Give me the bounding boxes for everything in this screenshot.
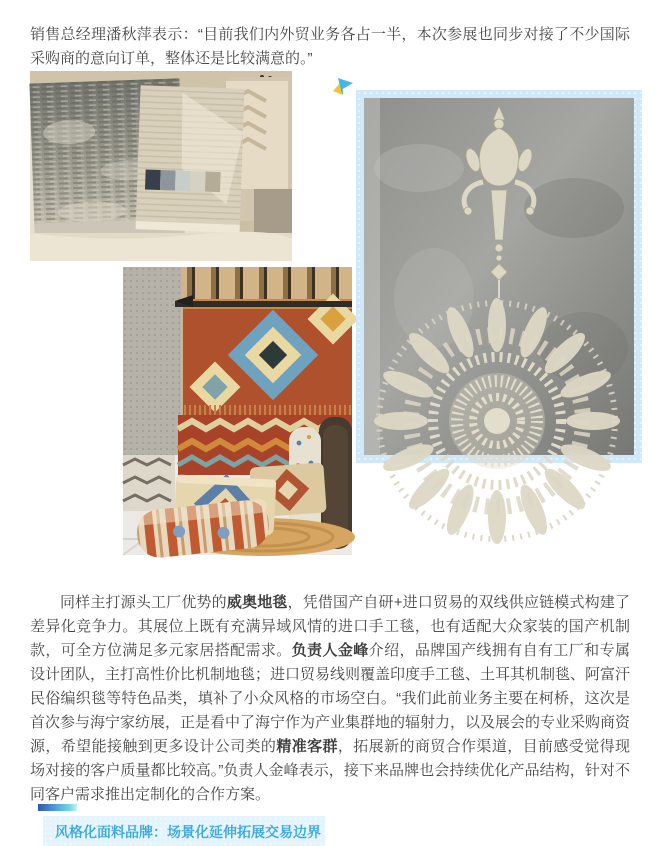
body-text: 同样主打源头工厂优势的 [60,594,227,611]
ethnic-rugs-photo[interactable] [123,267,352,555]
section-heading-text: 风格化面料品牌：场景化延伸拓展交易边界 [55,824,321,840]
carpet-sample-wall-photo[interactable] [30,71,292,261]
section-heading [43,816,325,846]
medallion-carpet-photo[interactable] [364,98,634,455]
body-text: ，拓展新的商贸合作渠道，目前感受觉得现场对接的客户质量都比较高。”负责人金峰表示，接下来品牌也会持续优化产品结构，针对不同客户需求推出定制化的合作方案。 [30,738,630,803]
emphasis-text: 威奥地毯 [226,594,288,611]
emphasis-text: 精准客群 [276,738,338,755]
paper-plane-icon [330,75,354,97]
emphasis-text: 负责人金峰 [291,642,369,659]
body-paragraph [30,591,630,807]
body-text: 介绍，品牌国产线拥有自有工厂和专属设计团队，主打高性价比机制地毯；进口贸易线则覆盖印度手工毯、土耳其机制毯、阿富汗民俗编织毯等特色品类，填补了小众风格的市场空白。“我们此前业务主要在柯桥，这次是首次参与海宁家纺展，正是看中了海宁作为产业集群地的辐射力，以及展会的专业采购商资源，希望能接触到更多设计公司类的 [30,642,631,755]
photo-frame [356,90,642,463]
heading-accent-bar [38,804,77,811]
intro-paragraph: 销售总经理潘秋萍表示：“目前我们内外贸业务各占一半，本次参展也同步对接了不少国际采购商的意向订单，整体还是比较满意的。” [30,26,630,67]
body-text: ，凭借国产自研+进口贸易的双线供应链模式构建了差异化竞争力。其展位上既有充满异域风情的进口手工毯，也有适配大众家装的国产机制款，可全方位满足多元家居搭配需求。 [30,594,630,659]
